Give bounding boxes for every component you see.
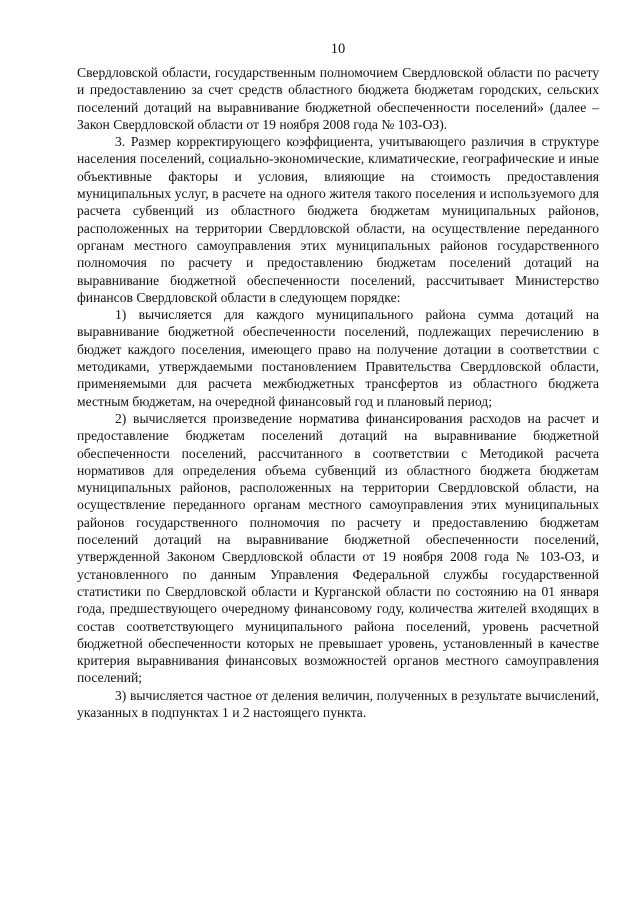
paragraph-subitem-3: 3) вычисляется частное от деления величин, полученных в результате вычислений, указанных в подпунктах 1 и 2 настоящего пункта. (77, 687, 599, 720)
paragraph-subitem-1: 1) вычисляется для каждого муниципального района сумма дотаций на выравнивание бюджетной обеспеченности поселений, подлежащих перечислению в бюджет каждого поселения, имеющего право на получение дотации в соответствии с методиками, утверждаемыми постановлением Правительства Свердловской области, применяемыми для расчета межбюджетных трансфертов из областного бюджета местным бюджетам, на очередной финансовый год и плановый период; (77, 307, 599, 409)
paragraph-law-reference: Свердловской области, государственным полномочием Свердловской области по расчету и предоставлению за счет средств областного бюджета бюджетам городских, сельских поселений дотаций на выравнивание бюджетной обеспеченности поселений» (далее – Закон Свердловской области от 19 ноября 2008 года № 103-ОЗ). (77, 65, 599, 132)
paragraph-item-3: 3. Размер корректирующего коэффициента, учитывающего различия в структуре населения поселений, социально-экономические, климатические, географические и иные объективные факторы и условия, влияющие на стоимость предоставления муниципальных услуг, в расчете на одного жителя такого поселения и используемого для расчета субвенций из областного бюджета бюджетам муниципальных районов, расположенных на территории Свердловской области, на осуществление переданного органам местного самоуправления этих муниципальных районов государственного полномочия по расчету и предоставлению бюджетам поселений дотаций на выравнивание бюджетной обеспеченности поселений, рассчитывает Министерство финансов Свердловской области в следующем порядке: (77, 134, 599, 305)
paragraph-subitem-2: 2) вычисляется произведение норматива финансирования расходов на расчет и предоставление бюджетам поселений дотаций на выравнивание бюджетной обеспеченности поселений, рассчитанного в соответствии с Методикой расчета нормативов для определения объема субвенций из областного бюджета бюджетам муниципальных районов, расположенных на территории Свердловской области, на осуществление переданного органам местного самоуправления этих муниципальных районов государственного полномочия по расчету и предоставлению бюджетам поселений дотаций на выравнивание бюджетной обеспеченности поселений, утвержденной Законом Свердловской области от 19 ноября 2008 года № 103-ОЗ, и установленного по данным Управления Федеральной службы государственной статистики по Свердловской области и Курганской области по состоянию на 01 января года, предшествующего очередному финансовому году, количества жителей входящих в состав соответствующего муниципального района поселений, уровень расчетной бюджетной обеспеченности которых не превышает уровень, установленный в качестве критерия выравнивания финансовых возможностей органов местного самоуправления поселений; (77, 410, 599, 686)
page-number: 10 (330, 41, 346, 57)
